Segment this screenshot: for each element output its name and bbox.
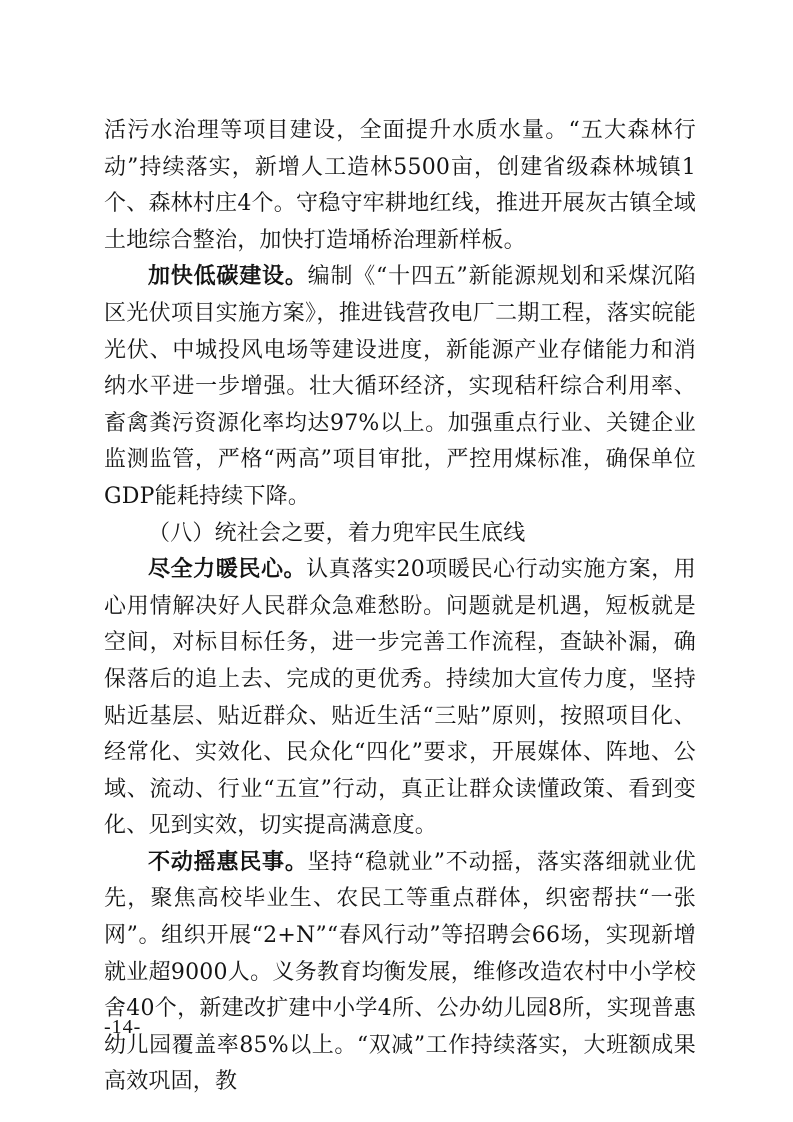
paragraph-warm-hearts [104,552,696,845]
section-heading: （八）统社会之要，着力兜牢民生底线 [148,520,526,546]
paragraph-text: 编制《“十四五”新能源规划和采煤沉陷区光伏项目实施方案》，推进钱营孜电厂二期工程，落实皖能光伏、中城投风电场等建设进度，新能源产业存储能力和消纳水平进一步增强。壮大循环经济，实现秸秆综合利用率、畜禽粪污资源化率均达97%以上。加强重点行业、关键企业监测监管，严格“两高”项目审批，严控用煤标准，确保单位GDP能耗持续下降。 [104,264,696,509]
body-text [104,113,696,1101]
paragraph-lead: 加快低碳建设。 [148,264,308,290]
paragraph-continuation [104,113,696,259]
paragraph-text: 坚持“稳就业”不动摇，落实落细就业优先，聚焦高校毕业生、农民工等重点群体，织密帮扶“一张网”。组织开展“2+N”“春风行动”等招聘会66场，实现新增就业超9000人。义务教育均衡发展，维修改造农村中小学校舍40个，新建改扩建中小学4所、公办幼儿园8所，实现普惠幼儿园覆盖率85%以上。“双减”工作持续落实，大班额成果高效巩固，教 [104,849,696,1095]
paragraph-low-carbon [104,259,696,515]
paragraph-text: 活污水治理等项目建设，全面提升水质水量。“五大森林行动”持续落实，新增人工造林5500亩，创建省级森林城镇1个、森林村庄4个。守稳守牢耕地红线，推进开展灰古镇全域土地综合整治，加快打造埇桥治理新样板。 [104,118,696,253]
paragraph-livelihood [104,845,696,1101]
page-number: -14- [104,1016,142,1038]
paragraph-lead: 尽全力暖民心。 [148,557,307,583]
paragraph-lead: 不动摇惠民事。 [148,849,308,875]
paragraph-text: 认真落实20项暖民心行动实施方案，用心用情解决好人民群众急难愁盼。问题就是机遇，短板就是空间，对标目标任务，进一步完善工作流程，查缺补漏，确保落后的追上去、完成的更优秀。持续加大宣传力度，坚持贴近基层、贴近群众、贴近生活“三贴”原则，按照项目化、经常化、实效化、民众化“四化”要求，开展媒体、阵地、公域、流动、行业“五宣”行动，真正让群众读懂政策、看到变化、见到实效，切实提高满意度。 [104,557,696,839]
